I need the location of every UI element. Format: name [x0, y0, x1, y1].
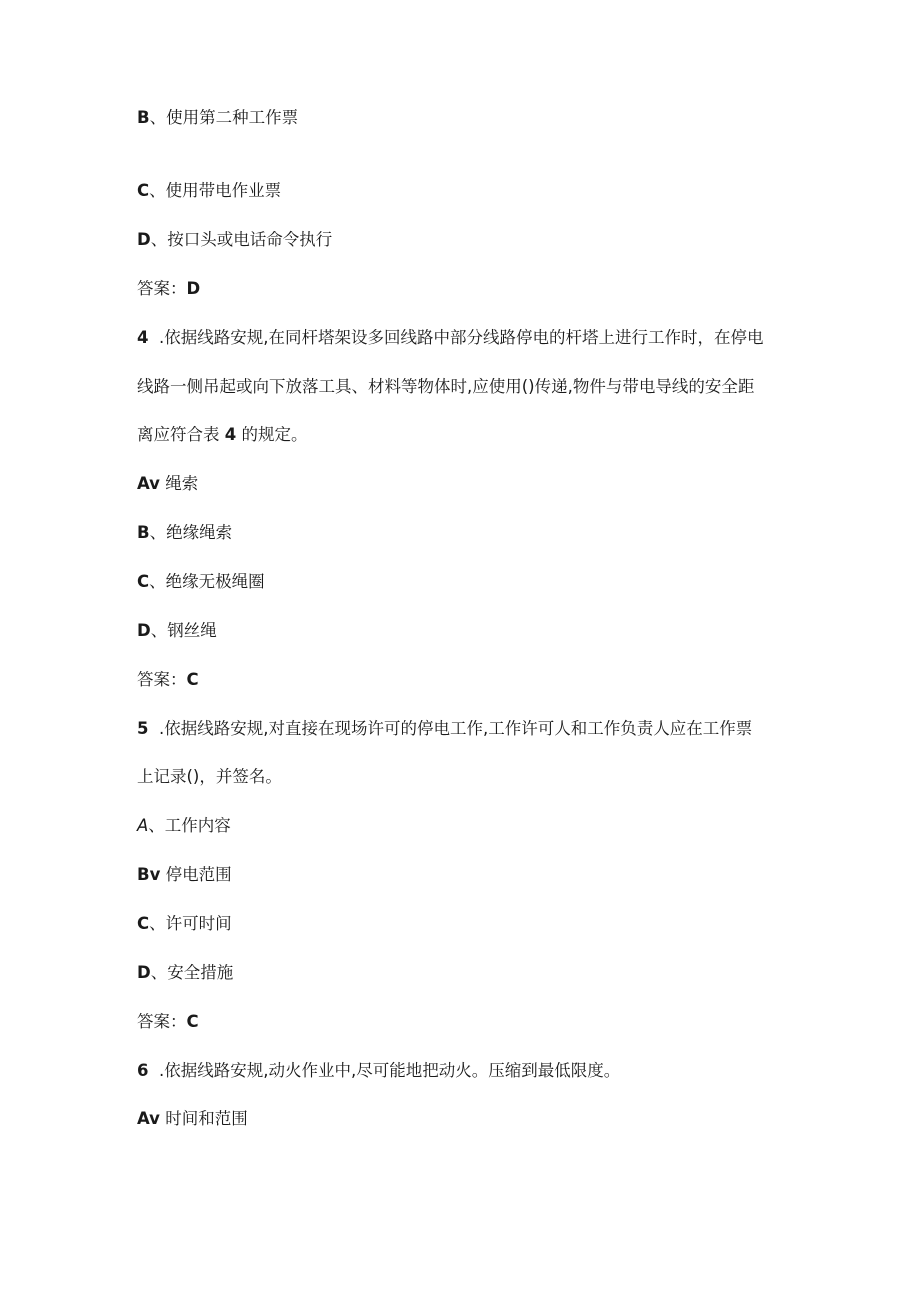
option-text: 时间和范围 [165, 1109, 248, 1128]
q4-option-a [137, 473, 198, 495]
option-letter: D [137, 621, 151, 640]
q5-question-line-1 [137, 718, 752, 740]
answer-value: D [186, 279, 201, 298]
q5-option-d [137, 962, 233, 984]
option-letter: C [137, 572, 150, 591]
q5-question-line-2 [137, 766, 282, 788]
answer-label: 答案： [137, 279, 187, 298]
option-text: 、使用第二种工作票 [149, 108, 299, 127]
option-letter: D [137, 230, 151, 249]
question-text: 的规定。 [241, 425, 308, 444]
question-text: 上记录()，并签名。 [137, 767, 282, 786]
q4-option-d [137, 620, 217, 642]
q4-answer [137, 669, 199, 691]
option-letter: B [137, 108, 150, 127]
answer-label: 答案： [137, 1012, 187, 1031]
answer-label: 答案： [137, 670, 187, 689]
table-number: 4 [224, 425, 237, 444]
option-text: 、按口头或电话命令执行 [150, 230, 333, 249]
q6-option-a [137, 1108, 248, 1130]
question-text: .依据线路安规,在同杆塔架设多回线路中部分线路停电的杆塔上进行工作时，在停电 [159, 328, 764, 347]
answer-value: C [186, 670, 199, 689]
q3-option-b [137, 107, 298, 129]
q5-option-c [137, 913, 232, 935]
option-text: 、绝缘绳索 [149, 523, 233, 542]
option-letter: B [137, 523, 150, 542]
option-letter: C [137, 181, 150, 200]
option-letter: Bv [137, 865, 161, 884]
question-text: .依据线路安规,动火作业中,尽可能地把动火。压缩到最低限度。 [159, 1061, 621, 1080]
q3-option-c [137, 180, 281, 202]
option-text: 、钢丝绳 [150, 621, 217, 640]
q4-option-b [137, 522, 232, 544]
q4-question-line-3 [137, 424, 307, 446]
option-text: 、使用带电作业票 [149, 181, 282, 200]
option-text: 绳索 [165, 474, 199, 493]
answer-value: C [186, 1012, 199, 1031]
q3-answer [137, 278, 200, 300]
q5-answer [137, 1011, 199, 1033]
q5-option-a [137, 815, 231, 837]
question-number: 5 [137, 719, 149, 738]
question-text: 线路一侧吊起或向下放落工具、材料等物体时,应使用()传递,物件与带电导线的安全距 [137, 377, 755, 396]
option-text: 、工作内容 [148, 816, 231, 835]
option-letter: D [137, 963, 151, 982]
option-letter: A [137, 816, 149, 835]
question-number: 4 [137, 328, 149, 347]
q3-option-d [137, 229, 332, 251]
question-text: .依据线路安规,对直接在现场许可的停电工作,工作许可人和工作负责人应在工作票 [159, 719, 753, 738]
option-letter: C [137, 914, 150, 933]
question-text: 离应符合表 [137, 425, 220, 444]
option-letter: Av [137, 1109, 160, 1128]
option-text: 、安全措施 [150, 963, 234, 982]
option-text: 停电范围 [165, 865, 232, 884]
q6-question-line-1 [137, 1060, 620, 1082]
option-text: 、许可时间 [149, 914, 232, 933]
option-text: 、绝缘无极绳圈 [149, 572, 265, 591]
option-letter: Av [137, 474, 160, 493]
q4-option-c [137, 571, 265, 593]
q4-question-line-2 [137, 376, 754, 398]
question-number: 6 [137, 1061, 149, 1080]
q4-question-line-1 [137, 327, 764, 349]
q5-option-b [137, 864, 232, 886]
